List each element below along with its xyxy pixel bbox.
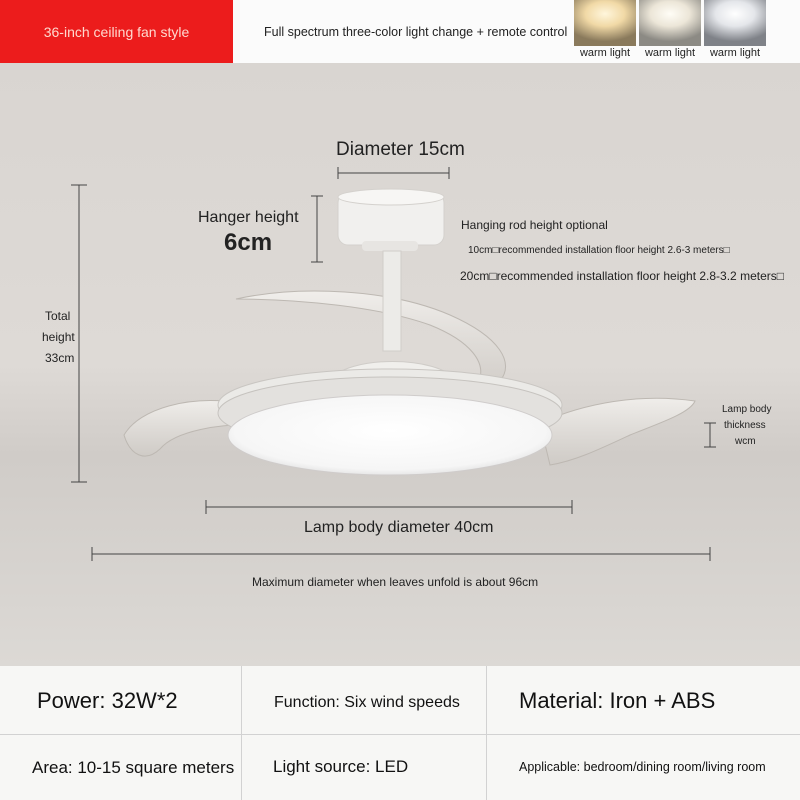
product-badge: 36-inch ceiling fan style: [0, 0, 233, 63]
top-banner: [0, 0, 800, 63]
neutral-light-image: [639, 0, 701, 46]
spec-table: [0, 666, 800, 800]
rod-option-title: Hanging rod height optional: [461, 218, 608, 232]
column-divider: [486, 666, 487, 800]
thickness-value: wcm: [735, 436, 756, 447]
feature-subtitle: Full spectrum three-color light change + remote control: [264, 25, 568, 39]
light-mode-label: warm light: [644, 47, 696, 59]
light-mode-label: warm light: [709, 47, 761, 59]
diameter-label: Diameter 15cm: [336, 139, 465, 160]
thickness-label-1: Lamp body: [722, 404, 772, 415]
total-height-value: 33cm: [45, 351, 75, 365]
spec-material: Material: Iron + ABS: [519, 688, 716, 713]
thickness-label-2: thickness: [724, 420, 766, 431]
max-diameter-label: Maximum diameter when leaves unfold is about 96cm: [252, 575, 539, 589]
spec-applicable: Applicable: bedroom/dining room/living room: [519, 760, 766, 774]
light-mode-label: warm light: [579, 47, 631, 59]
light-mode-neutral: [639, 0, 701, 63]
column-divider: [241, 666, 242, 800]
spec-area: Area: 10-15 square meters: [32, 758, 235, 777]
total-height-label-1: Total: [45, 309, 71, 323]
spec-function: Function: Six wind speeds: [274, 694, 460, 711]
cool-light-image: [704, 0, 766, 46]
rod-option-20cm: 20cm□recommended installation floor height 2.8-3.2 meters□: [460, 269, 784, 283]
hanger-height-value: 6cm: [224, 229, 273, 256]
hanger-height-label: Hanger height: [198, 209, 299, 226]
light-mode-warm: [574, 0, 636, 63]
spec-light-source: Light source: LED: [273, 757, 409, 776]
warm-light-image: [574, 0, 636, 46]
rod-option-10cm: 10cm□recommended installation floor height 2.6-3 meters□: [468, 245, 730, 256]
light-mode-cool: [704, 0, 766, 63]
row-divider: [0, 734, 800, 735]
product-scene: [0, 63, 800, 666]
lamp-diameter-label: Lamp body diameter 40cm: [304, 519, 494, 536]
total-height-label-2: height: [42, 330, 75, 344]
spec-power: Power: 32W*2: [37, 688, 178, 713]
